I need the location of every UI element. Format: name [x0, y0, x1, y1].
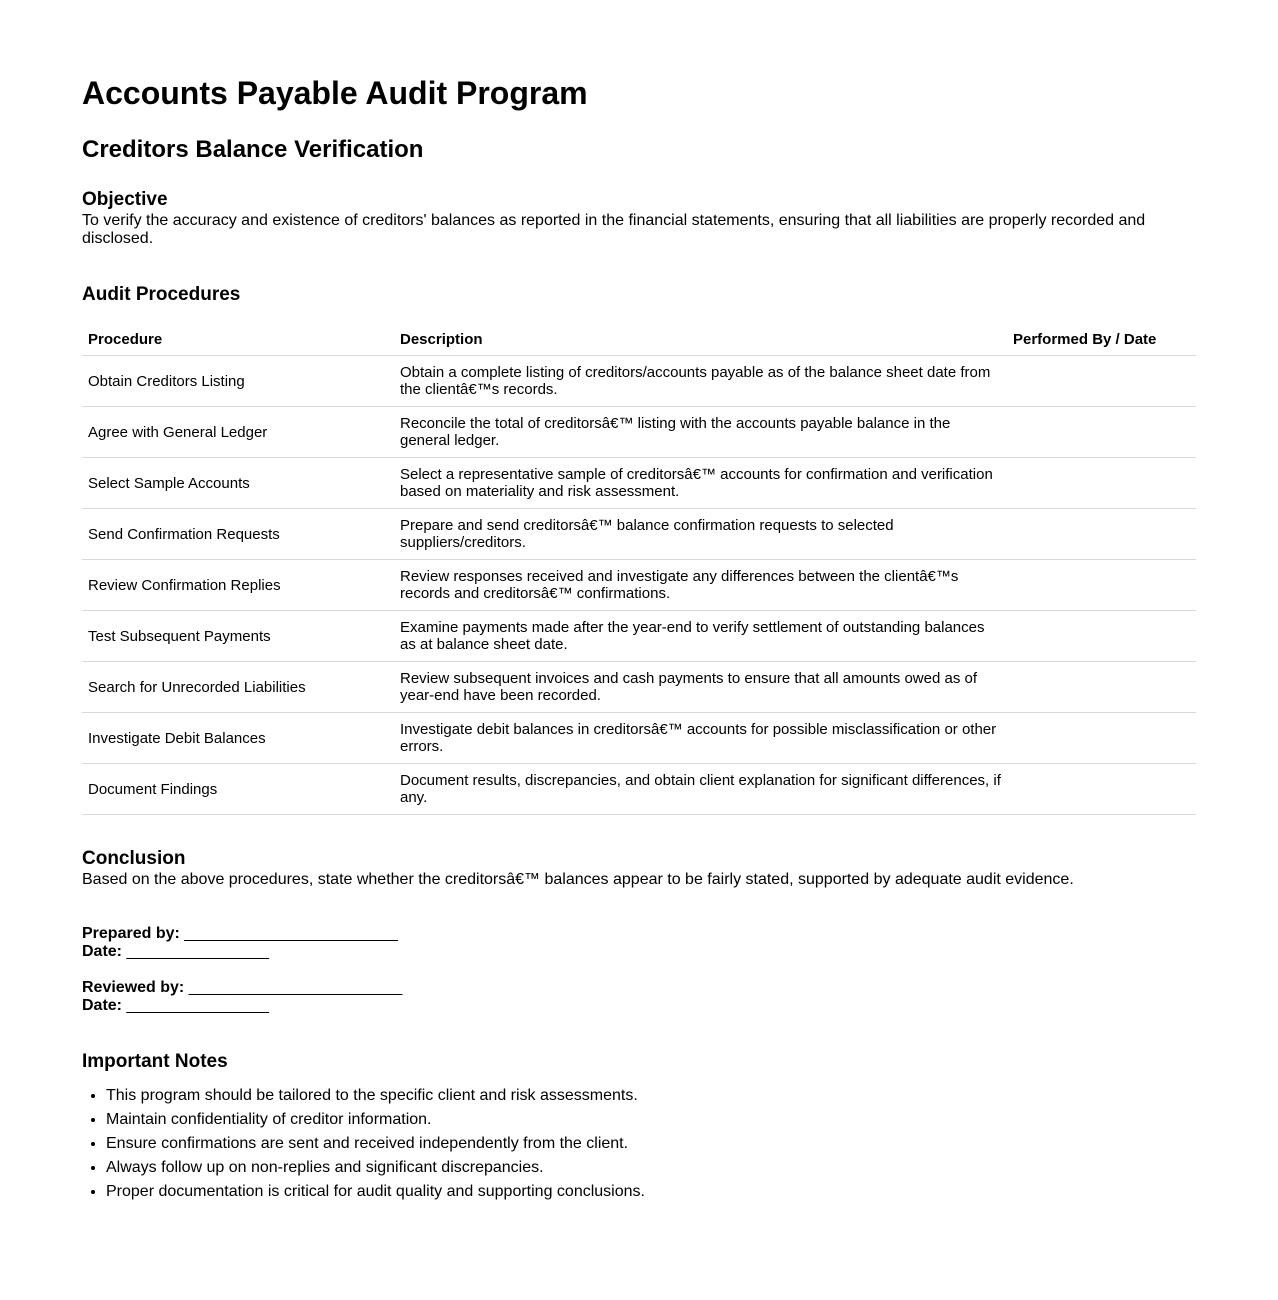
table-row	[82, 764, 1196, 815]
table-row	[82, 560, 1196, 611]
prepared-date-blank[interactable]: ________________	[126, 943, 269, 960]
list-item: • Ensure confirmations are sent and received independently from the client.	[106, 1132, 1196, 1156]
procedure-cell: Search for Unrecorded Liabilities	[82, 662, 394, 713]
description-cell: Examine payments made after the year-end to verify settlement of outstanding balances as at balance sheet date.	[394, 611, 1007, 662]
description-cell: Obtain a complete listing of creditors/accounts payable as of the balance sheet date from the clientâ€™s records.	[394, 356, 1007, 407]
procedure-cell: Review Confirmation Replies	[82, 560, 394, 611]
procedure-cell: Obtain Creditors Listing	[82, 356, 394, 407]
performed-cell	[1007, 713, 1196, 764]
description-cell: Select a representative sample of creditorsâ€™ accounts for confirmation and verification based on materiality and risk assessment.	[394, 458, 1007, 509]
table-header-row	[82, 323, 1196, 356]
procedure-cell: Agree with General Ledger	[82, 407, 394, 458]
performed-cell	[1007, 662, 1196, 713]
objective-text: To verify the accuracy and existence of creditors' balances as reported in the financial statements, ensuring that all liabilities are properly recorded and disclosed.	[82, 212, 1146, 247]
prepared-by-blank[interactable]: ________________________	[184, 925, 398, 942]
table-row	[82, 407, 1196, 458]
prepared-date-line	[82, 943, 1196, 961]
description-cell: Document results, discrepancies, and obtain client explanation for significant differences, if any.	[394, 764, 1007, 815]
procedure-cell: Document Findings	[82, 764, 394, 815]
notes-list	[82, 1084, 1196, 1204]
procedure-cell: Select Sample Accounts	[82, 458, 394, 509]
reviewed-date-line	[82, 997, 1196, 1015]
document-subtitle: Creditors Balance Verification	[82, 136, 424, 163]
conclusion-text: Based on the above procedures, state whether the creditorsâ€™ balances appear to be fairly stated, supported by adequate audit evidence.	[82, 871, 1074, 888]
performed-cell	[1007, 407, 1196, 458]
reviewed-signoff	[82, 979, 1196, 1015]
performed-cell	[1007, 764, 1196, 815]
procedure-cell: Send Confirmation Requests	[82, 509, 394, 560]
reviewed-by-line	[82, 979, 1196, 997]
performed-cell	[1007, 356, 1196, 407]
objective-heading: Objective	[82, 189, 168, 210]
prepared-signoff	[82, 925, 1196, 961]
performed-cell	[1007, 611, 1196, 662]
procedures-table	[82, 323, 1196, 815]
procedure-cell: Investigate Debit Balances	[82, 713, 394, 764]
procedures-heading: Audit Procedures	[82, 284, 241, 305]
table-row	[82, 713, 1196, 764]
table-row	[82, 662, 1196, 713]
table-row	[82, 509, 1196, 560]
list-item: • Maintain confidentiality of creditor information.	[106, 1108, 1196, 1132]
document-title: Accounts Payable Audit Program	[82, 75, 588, 111]
description-cell: Reconcile the total of creditorsâ€™ listing with the accounts payable balance in the general ledger.	[394, 407, 1007, 458]
performed-cell	[1007, 458, 1196, 509]
list-item: • This program should be tailored to the specific client and risk assessments.	[106, 1084, 1196, 1108]
prepared-date-label: Date:	[82, 943, 123, 960]
list-item: • Proper documentation is critical for audit quality and supporting conclusions.	[106, 1180, 1196, 1204]
description-cell: Investigate debit balances in creditorsâ€™ accounts for possible misclassification or other errors.	[394, 713, 1007, 764]
reviewed-by-blank[interactable]: ________________________	[188, 979, 403, 996]
description-cell: Review responses received and investigate any differences between the clientâ€™s records and creditorsâ€™ confirmations.	[394, 560, 1007, 611]
description-cell: Review subsequent invoices and cash payments to ensure that all amounts owed as of year-end have been recorded.	[394, 662, 1007, 713]
list-item: • Always follow up on non-replies and significant discrepancies.	[106, 1156, 1196, 1180]
reviewed-date-blank[interactable]: ________________	[126, 997, 269, 1014]
conclusion-heading: Conclusion	[82, 848, 186, 869]
table-row	[82, 611, 1196, 662]
notes-heading: Important Notes	[82, 1051, 228, 1072]
procedure-cell: Test Subsequent Payments	[82, 611, 394, 662]
prepared-by-label: Prepared by:	[82, 925, 180, 942]
description-cell: Prepare and send creditorsâ€™ balance confirmation requests to selected suppliers/creditors.	[394, 509, 1007, 560]
prepared-by-line	[82, 925, 1196, 943]
performed-cell	[1007, 509, 1196, 560]
table-row	[82, 356, 1196, 407]
reviewed-by-label: Reviewed by:	[82, 979, 185, 996]
column-header-description: Description	[394, 323, 1007, 356]
table-row	[82, 458, 1196, 509]
column-header-procedure: Procedure	[82, 323, 394, 356]
reviewed-date-label: Date:	[82, 997, 123, 1014]
performed-cell	[1007, 560, 1196, 611]
column-header-performed: Performed By / Date	[1007, 323, 1196, 356]
